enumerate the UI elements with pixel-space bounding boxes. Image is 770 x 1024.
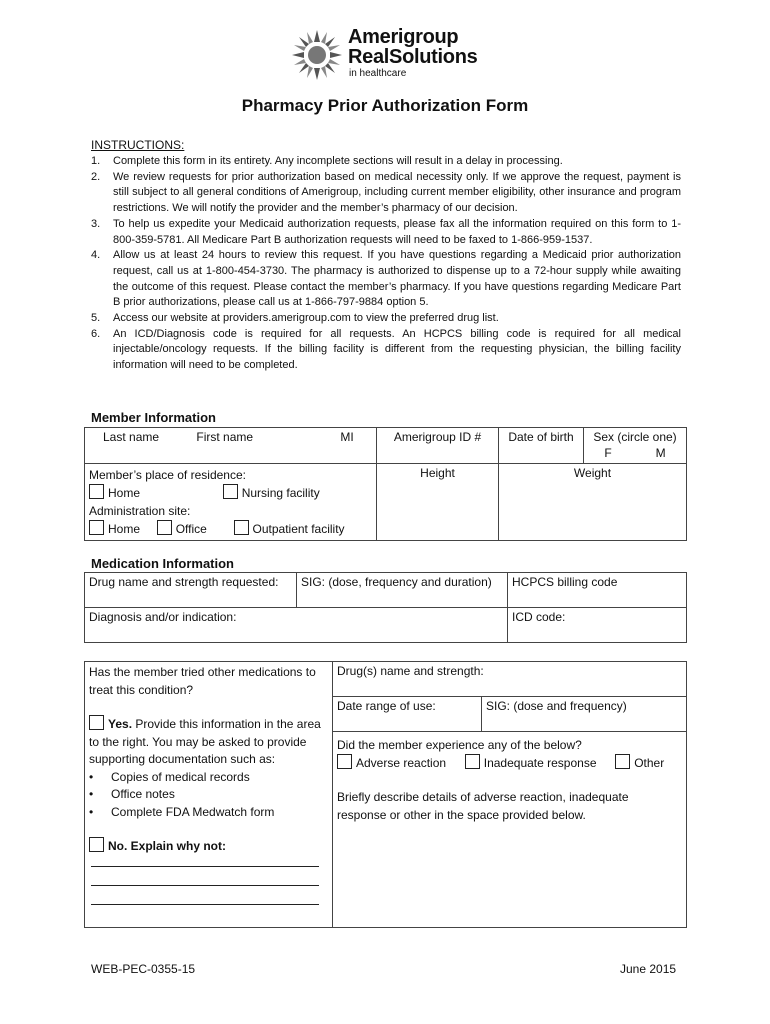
admin-home-label: Home: [108, 522, 141, 536]
other-checkbox[interactable]: [615, 754, 630, 769]
bullet-text: Complete FDA Medwatch form: [111, 804, 275, 819]
history-no-label: No. Explain why not:: [108, 839, 227, 853]
bullet-item: • Complete FDA Medwatch form: [89, 804, 275, 819]
instruction-item: [91, 154, 681, 170]
instructions-heading: INSTRUCTIONS:: [91, 138, 185, 152]
sex-cell[interactable]: [584, 428, 687, 464]
experience-question: Did the member experience any of the below?: [337, 738, 582, 752]
bullet-text: Copies of medical records: [111, 769, 250, 784]
hcpcs-cell[interactable]: [508, 573, 687, 608]
explain-line[interactable]: [91, 866, 319, 867]
instruction-number: 2.: [91, 170, 101, 183]
instruction-item: [91, 170, 681, 217]
member-info-table: [84, 427, 687, 541]
last-name-label: Last name: [103, 430, 160, 444]
explain-line[interactable]: [91, 885, 319, 886]
mi-label: MI: [340, 430, 354, 444]
instruction-text: We review requests for prior authorization based on medical necessity only. If we approve the request, payment is still subject to all general conditions of Amerigroup, including current member eligibility, other insurance and program restrictions. We will notify the provider and the member’s pharmacy of our decision.: [113, 170, 681, 215]
adverse-label: Adverse reaction: [356, 756, 447, 770]
member-id-label: Amerigroup ID #: [393, 430, 482, 444]
describe-text: Briefly describe details of adverse reaction, inadequate response or other in the space provided below.: [337, 790, 629, 822]
instruction-number: 4.: [91, 249, 101, 262]
hcpcs-label: HCPCS billing code: [512, 575, 618, 589]
residence-label: Member’s place of residence:: [89, 468, 246, 482]
residence-cell: [85, 464, 377, 541]
history-sig-label: SIG: (dose and frequency): [486, 699, 627, 713]
admin-outpatient-checkbox[interactable]: [234, 520, 249, 535]
member-id-cell[interactable]: [377, 428, 499, 464]
admin-office-checkbox[interactable]: [157, 520, 172, 535]
explain-line[interactable]: [91, 904, 319, 905]
sex-m-option[interactable]: M: [655, 446, 666, 460]
instructions-list: [91, 154, 681, 374]
bullet-item: • Office notes: [89, 787, 175, 801]
icd-label: ICD code:: [512, 610, 566, 624]
sex-label: Sex (circle one): [593, 430, 677, 444]
instruction-item: [91, 248, 681, 311]
drug-name-cell[interactable]: [85, 573, 297, 608]
logo-text-realsolutions: RealSolutions: [348, 46, 478, 68]
medication-section-title: Medication Information: [91, 556, 234, 571]
instruction-text: Complete this form in its entirety. Any incomplete sections will result in a delay in processing.: [113, 155, 563, 167]
height-cell[interactable]: [377, 464, 499, 541]
adverse-checkbox[interactable]: [337, 754, 352, 769]
instruction-text: To help us expedite your Medicaid authorization requests, please fax all the information required on this form to 1-800-359-5781. All Medicare Part B authorization requests will need to be faxed to 1-866-959-1537.: [113, 217, 681, 246]
instruction-item: [91, 311, 681, 327]
member-section-title: Member Information: [91, 410, 216, 425]
residence-home-label: Home: [108, 486, 141, 500]
admin-home-checkbox[interactable]: [89, 520, 104, 535]
experience-cell: [333, 732, 687, 928]
sex-f-option[interactable]: F: [604, 446, 612, 460]
admin-outpatient-label: Outpatient facility: [252, 522, 345, 536]
instruction-number: 6.: [91, 327, 101, 340]
medication-history-table: [84, 661, 687, 928]
history-sig-cell[interactable]: [482, 697, 687, 732]
weight-cell[interactable]: [499, 464, 687, 541]
history-question: Has the member tried other medications to treat this condition?: [89, 665, 316, 697]
weight-label: Weight: [573, 466, 612, 480]
admin-site-label: Administration site:: [89, 504, 191, 518]
first-name-label: First name: [196, 430, 254, 444]
date-range-label: Date range of use:: [337, 699, 436, 713]
history-yes-label: Yes.: [108, 717, 133, 731]
amerigroup-logo: [290, 24, 490, 86]
bullet-item: • Copies of medical records: [89, 769, 250, 784]
sig-cell[interactable]: [297, 573, 508, 608]
instruction-number: 5.: [91, 312, 101, 325]
form-title: Pharmacy Prior Authorization Form: [241, 96, 529, 115]
height-label: Height: [420, 466, 455, 480]
other-label: Other: [634, 756, 665, 770]
inadequate-checkbox[interactable]: [465, 754, 480, 769]
residence-home-checkbox[interactable]: [89, 484, 104, 499]
drug-name-label: Drug name and strength requested:: [89, 575, 279, 589]
logo-text-tagline: in healthcare: [349, 68, 407, 79]
dob-cell[interactable]: [499, 428, 584, 464]
residence-nursing-checkbox[interactable]: [223, 484, 238, 499]
dob-label: Date of birth: [508, 430, 574, 444]
instruction-text: An ICD/Diagnosis code is required for all requests. An HCPCS billing code is required for all medical injectable/oncology requests. If the billing facility is different from the requesting physician, the billing facility information will need to be completed.: [113, 327, 681, 372]
history-no-checkbox[interactable]: [89, 837, 104, 852]
history-yes-text: Provide this information in the area to the right. You may be asked to provide supporting documentation such as:: [89, 717, 321, 766]
instruction-text: Access our website at providers.amerigroup.com to view the preferred drug list.: [113, 312, 499, 325]
history-bullets: [89, 769, 328, 822]
admin-office-label: Office: [175, 522, 207, 536]
medication-info-table: [84, 572, 687, 643]
drugs-label: Drug(s) name and strength:: [337, 664, 484, 678]
instruction-text: Allow us at least 24 hours to review this request. If you have questions regarding a Medicaid prior authorization request, call us at 1-800-454-3730. The pharmacy is authorized to dispense up to a 72-hour supply while awaiting the outcome of this request. Please contact the member’s pharmacy. If you have questions regarding Medicare Part B prior authorizations, please call us at 1-866-797-9884 option 5.: [113, 249, 681, 309]
history-left-cell: [85, 662, 333, 928]
footer-form-code: WEB-PEC-0355-15: [91, 962, 196, 976]
instruction-item: [91, 327, 681, 374]
instruction-number: 3.: [91, 217, 101, 230]
diagnosis-cell[interactable]: [85, 608, 508, 643]
footer-date: June 2015: [620, 962, 677, 976]
residence-nursing-label: Nursing facility: [241, 486, 320, 500]
inadequate-label: Inadequate response: [483, 756, 597, 770]
starburst-logo-icon: [290, 28, 344, 82]
history-yes-checkbox[interactable]: [89, 715, 104, 730]
explain-lines[interactable]: [89, 856, 328, 916]
bullet-text: Office notes: [111, 787, 175, 801]
logo-text-amerigroup: Amerigroup: [348, 26, 459, 48]
member-name-cell[interactable]: [85, 428, 377, 464]
describe-area[interactable]: [337, 824, 682, 914]
instruction-item: [91, 217, 681, 248]
icd-cell[interactable]: [508, 608, 687, 643]
instruction-number: 1.: [91, 155, 101, 167]
sig-label: SIG: (dose, frequency and duration): [301, 575, 492, 589]
drugs-cell[interactable]: [333, 662, 687, 697]
diagnosis-label: Diagnosis and/or indication:: [89, 610, 237, 624]
date-range-cell[interactable]: [333, 697, 482, 732]
